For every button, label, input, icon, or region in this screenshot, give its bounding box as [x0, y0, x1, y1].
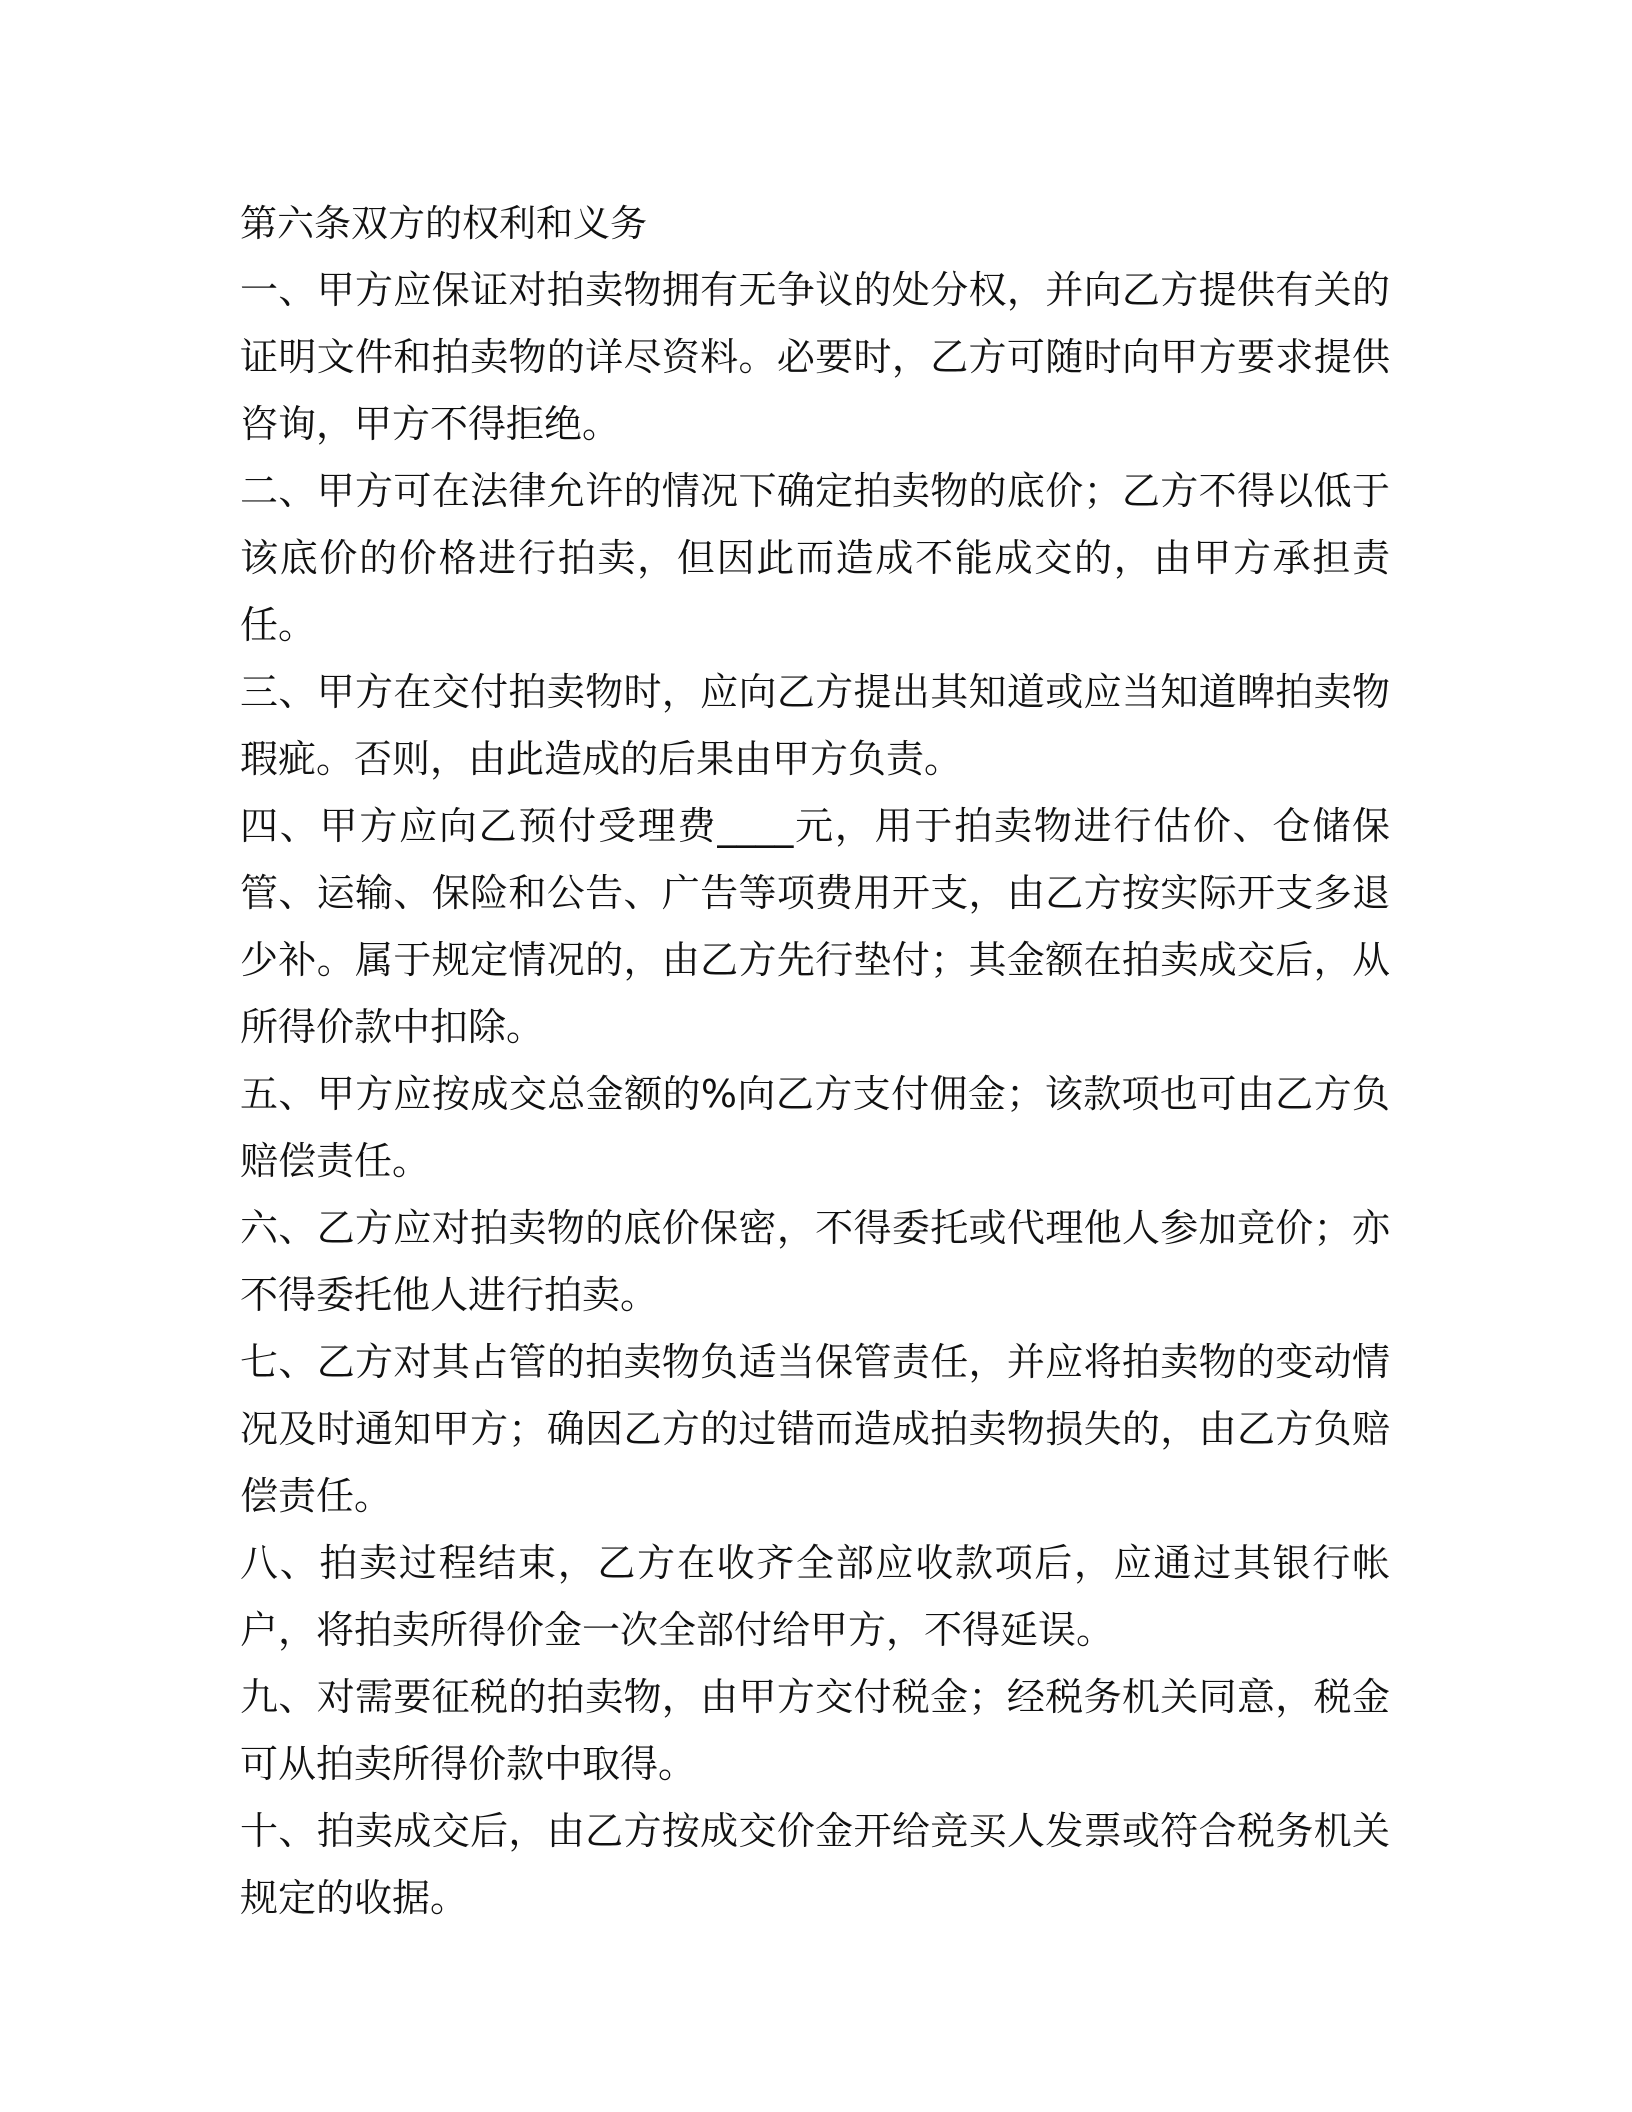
clause-4: 四、甲方应向乙预付受理费____元，用于拍卖物进行估价、仓储保管、运输、保险和公告、广告等项费用开支，由乙方按实际开支多退少补。属于规定情况的，由乙方先行垫付；其金额在拍卖成交后，从所得价款中扣除。	[240, 804, 1390, 1049]
clause-9: 九、对需要征税的拍卖物，由甲方交付税金；经税务机关同意，税金可从拍卖所得价款中取得。	[240, 1675, 1390, 1786]
clause-10: 十、拍卖成交后，由乙方按成交价金开给竞买人发票或符合税务机关规定的收据。	[240, 1809, 1390, 1920]
clause-1: 一、甲方应保证对拍卖物拥有无争议的处分权，并向乙方提供有关的证明文件和拍卖物的详尽资料。必要时，乙方可随时向甲方要求提供咨询，甲方不得拒绝。	[240, 268, 1390, 446]
clause-8: 八、拍卖过程结束，乙方在收齐全部应收款项后，应通过其银行帐户，将拍卖所得价金一次全部付给甲方，不得延误。	[240, 1541, 1390, 1652]
document-body	[240, 190, 1390, 1932]
clause-7: 七、乙方对其占管的拍卖物负适当保管责任，并应将拍卖物的变动情况及时通知甲方；确因乙方的过错而造成拍卖物损失的，由乙方负赔偿责任。	[240, 1340, 1390, 1518]
clause-3: 三、甲方在交付拍卖物时，应向乙方提出其知道或应当知道睥拍卖物瑕疵。否则，由此造成的后果由甲方负责。	[240, 670, 1390, 781]
clause-5: 五、甲方应按成交总金额的%向乙方支付佣金；该款项也可由乙方负赔偿责任。	[240, 1072, 1390, 1183]
clause-2: 二、甲方可在法律允许的情况下确定拍卖物的底价；乙方不得以低于该底价的价格进行拍卖，但因此而造成不能成交的，由甲方承担责任。	[240, 469, 1390, 647]
clause-6: 六、乙方应对拍卖物的底价保密，不得委托或代理他人参加竞价；亦不得委托他人进行拍卖。	[240, 1206, 1390, 1317]
article-heading: 第六条双方的权利和义务	[240, 202, 647, 245]
